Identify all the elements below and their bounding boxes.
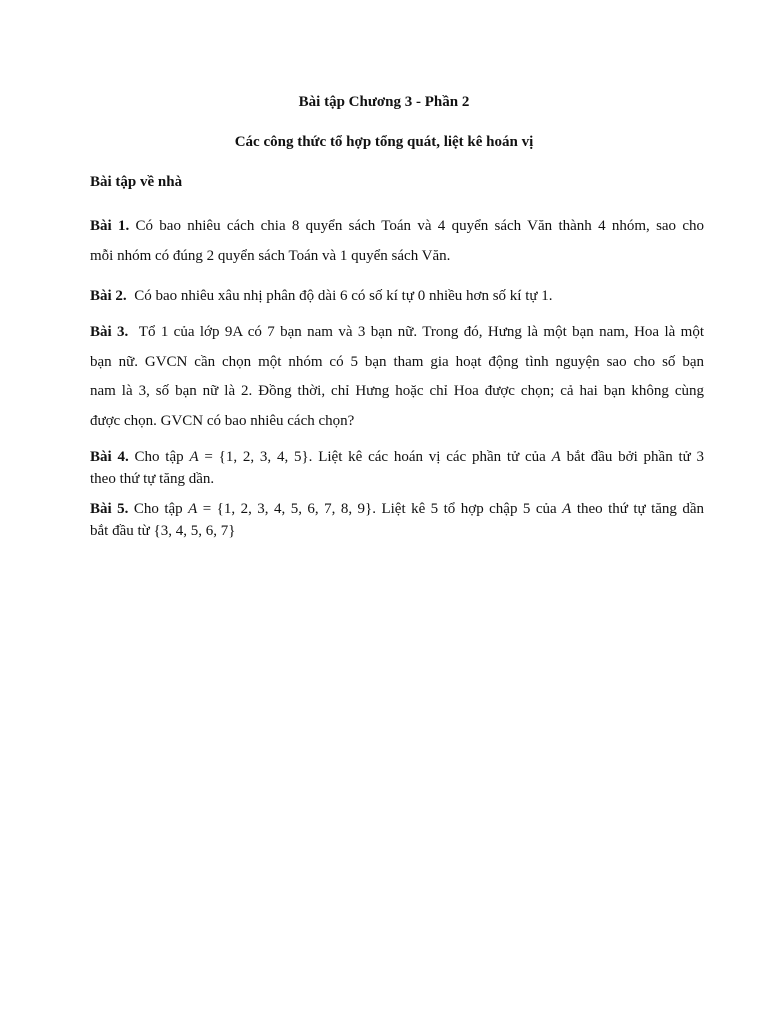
exercise-3-line-2: bạn nữ. GVCN cần chọn một nhóm có 5 bạn tham gia hoạt động tình nguyện sao cho số bạn — [90, 353, 704, 370]
exercise-5-label: Bài 5. — [90, 501, 129, 517]
exercise-5-set-var-ref: A — [562, 501, 572, 517]
exercise-5-text-b: = {1, 2, 3, 4, 5, 6, 7, 8, 9}. Liệt kê 5 tổ hợp chập 5 của — [202, 501, 557, 517]
exercise-5-line-2: bắt đầu từ {3, 4, 5, 6, 7} — [90, 523, 236, 539]
exercise-3-text-1: Tổ 1 của lớp 9A có 7 bạn nam và 3 bạn nữ. Trong đó, Hưng là một bạn nam, Hoa là một — [138, 324, 704, 340]
exercise-2 — [90, 281, 704, 311]
exercise-4-text-b: = {1, 2, 3, 4, 5}. Liệt kê các hoán vị các phần tử của — [204, 449, 546, 465]
exercise-5-line-1 — [90, 498, 704, 520]
exercise-2-line-1 — [90, 281, 704, 311]
exercise-3-line-3: nam là 3, số bạn nữ là 2. Đồng thời, chỉ Hưng hoặc chỉ Hoa được chọn; cả hai bạn không cùng — [90, 383, 704, 399]
exercise-2-text-1: Có bao nhiêu xâu nhị phân độ dài 6 có số kí tự 0 nhiều hơn số kí tự 1. — [134, 288, 553, 304]
section-heading: Bài tập về nhà — [90, 174, 183, 190]
exercise-4-label: Bài 4. — [90, 449, 129, 465]
exercise-1-line-2: mỗi nhóm có đúng 2 quyển sách Toán và 1 quyển sách Văn. — [90, 248, 451, 264]
exercise-3-line-4: được chọn. GVCN có bao nhiêu cách chọn? — [90, 412, 355, 429]
exercise-4-line-1 — [90, 446, 704, 468]
exercise-1-line-1 — [90, 211, 704, 241]
exercise-1 — [90, 211, 704, 271]
exercise-2-label: Bài 2. — [90, 288, 127, 304]
document-title: Bài tập Chương 3 - Phần 2 — [298, 94, 470, 110]
exercise-5-text-c: theo thứ tự tăng dần — [576, 501, 705, 517]
exercise-5-set-var: A — [188, 501, 198, 517]
exercise-3-line-1 — [90, 318, 704, 348]
exercise-4 — [90, 446, 704, 490]
exercise-4-set-var: A — [189, 449, 199, 465]
exercise-5 — [90, 498, 704, 542]
exercise-5-text-a: Cho tập — [133, 501, 183, 517]
exercise-4-text-a: Cho tập — [134, 449, 184, 465]
exercise-3 — [90, 318, 704, 436]
exercise-1-label: Bài 1. — [90, 218, 130, 234]
exercise-4-set-var-ref: A — [551, 449, 561, 465]
exercise-3-label: Bài 3. — [90, 324, 129, 340]
exercise-1-text-1: Có bao nhiêu cách chia 8 quyển sách Toán và 4 quyển sách Văn thành 4 nhóm, sao cho — [135, 218, 705, 234]
document-subtitle: Các công thức tổ hợp tổng quát, liệt kê hoán vị — [234, 134, 534, 150]
exercise-4-line-2: theo thứ tự tăng dần. — [90, 471, 215, 487]
exercise-4-text-c: bắt đầu bởi phần tử 3 — [566, 449, 705, 465]
